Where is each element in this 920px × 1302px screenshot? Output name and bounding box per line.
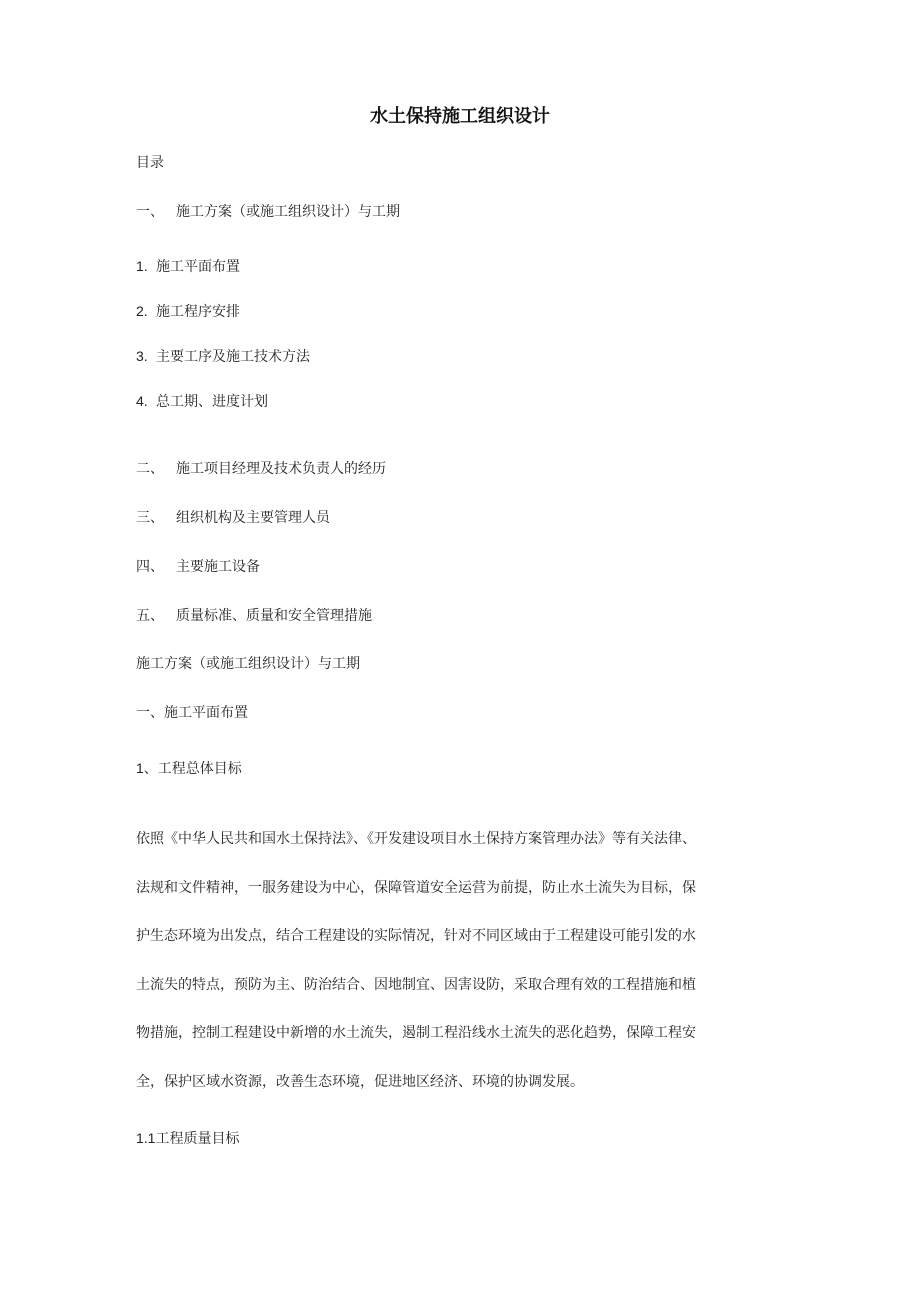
toc-item-text: 施工平面布置 — [156, 259, 240, 275]
subsection-number: 1.1 — [136, 1130, 156, 1146]
paragraph-line: 法规和文件精神，一服务建设为中心，保障管道安全运营为前提，防止水土流失为目标，保 — [136, 879, 696, 896]
body-section-heading: 一、施工平面布置 — [136, 705, 248, 721]
toc-item-number: 4. — [136, 393, 148, 409]
document-title: 水土保持施工组织设计 — [370, 106, 550, 127]
subsection-number: 1 — [136, 760, 144, 776]
toc-heading: 目录 — [136, 155, 164, 171]
subsection-1-1-heading — [136, 1128, 239, 1149]
paragraph-line: 物措施，控制工程建设中新增的水土流失，遏制工程沿线水土流失的恶化趋势，保障工程安 — [136, 1025, 696, 1042]
toc-section-number: 一、 — [136, 204, 164, 220]
toc-item-3 — [136, 346, 310, 367]
body-heading: 施工方案（或施工组织设计）与工期 — [136, 656, 360, 672]
toc-section-2 — [136, 459, 386, 479]
toc-item-4 — [136, 391, 268, 412]
toc-section-3 — [136, 508, 330, 528]
toc-section-number: 三、 — [136, 510, 164, 526]
toc-item-1 — [136, 256, 240, 277]
toc-item-number: 3. — [136, 348, 148, 364]
toc-section-number: 四、 — [136, 559, 164, 575]
toc-section-4 — [136, 557, 260, 577]
subsection-text: 、工程总体目标 — [143, 761, 242, 777]
paragraph-line: 土流失的特点，预防为主、防治结合、因地制宜、因害设防，采取合理有效的工程措施和植 — [136, 976, 696, 993]
toc-item-text: 施工程序安排 — [156, 304, 240, 320]
toc-item-number: 1. — [136, 258, 148, 274]
toc-section-text: 施工方案（或施工组织设计）与工期 — [176, 204, 400, 220]
toc-item-number: 2. — [136, 303, 148, 319]
body-paragraph — [136, 829, 776, 1121]
toc-section-number: 二、 — [136, 461, 164, 477]
paragraph-line: 依照《中华人民共和国水土保持法》、《开发建设项目水土保持方案管理办法》等有关法律、 — [136, 831, 696, 847]
paragraph-line: 护生态环境为出发点，结合工程建设的实际情况，针对不同区域由于工程建设可能引发的水 — [136, 928, 696, 945]
subsection-text: 工程质量目标 — [155, 1131, 240, 1147]
body-subsection-heading — [136, 758, 242, 779]
paragraph-line: 全，保护区域水资源，改善生态环境，促进地区经济、环境的协调发展。 — [136, 1073, 584, 1090]
toc-section-text: 质量标准、质量和安全管理措施 — [176, 608, 372, 624]
toc-section-1 — [136, 202, 400, 222]
toc-item-text: 主要工序及施工技术方法 — [156, 349, 310, 365]
toc-section-number: 五、 — [136, 608, 164, 624]
toc-section-text: 组织机构及主要管理人员 — [176, 510, 330, 526]
toc-item-2 — [136, 301, 240, 322]
toc-item-text: 总工期、进度计划 — [156, 394, 268, 410]
toc-section-text: 主要施工设备 — [176, 559, 260, 575]
toc-section-5 — [136, 606, 372, 626]
toc-section-text: 施工项目经理及技术负责人的经历 — [176, 461, 386, 477]
